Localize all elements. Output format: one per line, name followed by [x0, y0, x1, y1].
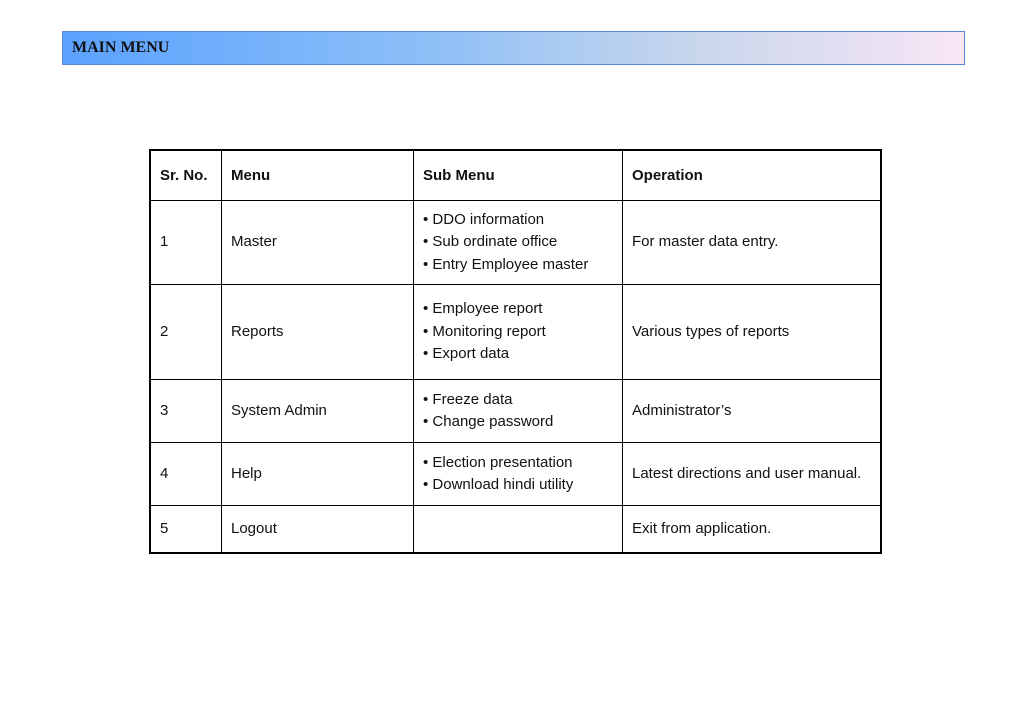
sub-menu-cell [414, 443, 623, 506]
operation-cell: Exit from application. [623, 506, 882, 554]
sub-menu-item: • Sub ordinate office [423, 231, 613, 254]
sub-menu-item: • Entry Employee master [423, 254, 613, 277]
operation-cell: For master data entry. [623, 201, 882, 285]
column-header-operation: Operation [623, 150, 882, 201]
column-header-sr-no: Sr. No. [150, 150, 222, 201]
table-row [150, 443, 881, 506]
sub-menu-cell [414, 506, 623, 554]
sub-menu-cell [414, 201, 623, 285]
sub-menu-item: • Download hindi utility [423, 474, 613, 497]
sub-menu-cell [414, 380, 623, 443]
sub-menu-item: • DDO information [423, 209, 613, 232]
sub-menu-item: • Election presentation [423, 452, 613, 475]
table-row [150, 506, 881, 554]
sub-menu-list [423, 209, 613, 277]
sub-menu-item: • Freeze data [423, 389, 613, 412]
main-menu-table [149, 149, 882, 554]
sr-no-cell: 3 [150, 380, 222, 443]
sr-no-cell: 2 [150, 285, 222, 380]
sub-menu-item: • Monitoring report [423, 321, 613, 344]
sub-menu-cell [414, 285, 623, 380]
operation-cell: Various types of reports [623, 285, 882, 380]
sub-menu-item: • Employee report [423, 298, 613, 321]
menu-cell: Master [222, 201, 414, 285]
table-header-row [150, 150, 881, 201]
sub-menu-list [423, 298, 613, 366]
sub-menu-list [423, 389, 613, 434]
menu-cell: System Admin [222, 380, 414, 443]
table-row [150, 201, 881, 285]
table-row [150, 380, 881, 443]
menu-cell: Reports [222, 285, 414, 380]
operation-cell: Latest directions and user manual. [623, 443, 882, 506]
sr-no-cell: 1 [150, 201, 222, 285]
sr-no-cell: 4 [150, 443, 222, 506]
sub-menu-list [423, 452, 613, 497]
table-row [150, 285, 881, 380]
sub-menu-item: • Change password [423, 411, 613, 434]
page-title: MAIN MENU [72, 39, 170, 56]
sub-menu-item: • Export data [423, 343, 613, 366]
operation-cell: Administrator’s [623, 380, 882, 443]
menu-cell: Help [222, 443, 414, 506]
column-header-menu: Menu [222, 150, 414, 201]
title-banner [62, 31, 965, 65]
menu-cell: Logout [222, 506, 414, 554]
sr-no-cell: 5 [150, 506, 222, 554]
column-header-sub-menu: Sub Menu [414, 150, 623, 201]
